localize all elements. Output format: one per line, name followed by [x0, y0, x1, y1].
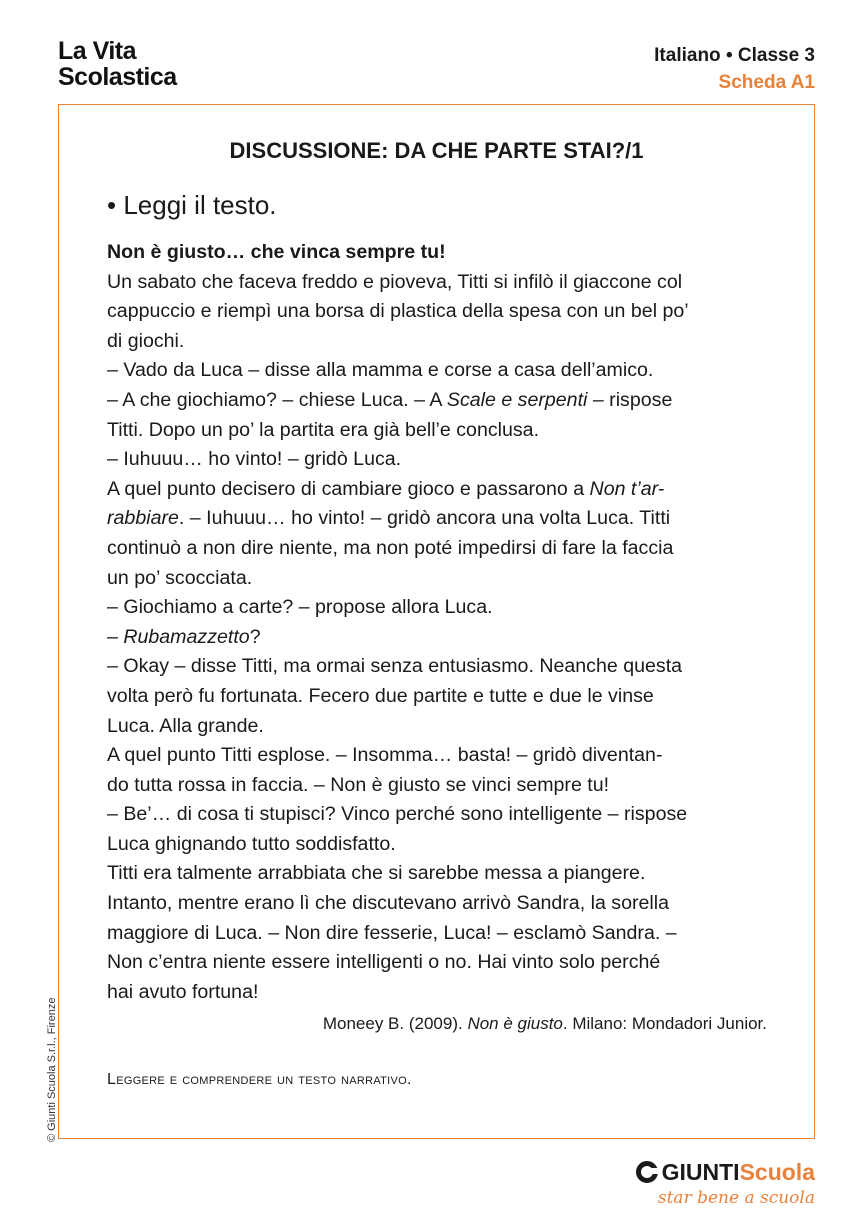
story-line — [107, 919, 767, 949]
citation-italic-title: Non è giusto — [467, 1014, 563, 1033]
story-line — [107, 504, 767, 534]
story-line — [107, 771, 767, 801]
story-line-text: – Giochiamo a carte? – propose allora Luca. — [107, 596, 493, 619]
story-line-text: A quel punto decisero di cambiare gioco e passarono a — [107, 477, 590, 500]
publisher-tagline: star bene a scuola — [657, 1188, 815, 1208]
story-title: Non è giusto… che vinca sempre tu! — [107, 241, 446, 263]
story-line-text: Luca ghignando tutto soddisfatto. — [107, 832, 396, 855]
story-line — [107, 564, 767, 594]
citation — [323, 1014, 767, 1034]
story-line-text: – — [107, 625, 124, 648]
story-line — [107, 623, 767, 653]
story-line — [107, 356, 767, 386]
story-line — [107, 416, 767, 446]
story-line-text: – Be’… di cosa ti stupisci? Vinco perché sono intelligente – rispose — [107, 803, 688, 826]
story-line-text: – Vado da Luca – disse alla mamma e corse a casa dell’amico. — [107, 359, 654, 382]
story-line-text: . – Iuhuuu… ho vinto! – gridò ancora una volta Luca. Titti — [178, 507, 671, 530]
story-line-italic-title: Rubamazzetto — [123, 625, 250, 648]
story-line — [107, 386, 767, 416]
story-line-text: continuò a non dire niente, ma non poté impedirsi di fare la faccia — [107, 536, 674, 559]
worksheet-title: DISCUSSIONE: DA CHE PARTE STAI?/1 — [229, 138, 644, 163]
instruction: • Leggi il testo. — [107, 190, 277, 220]
story-line-text: Intanto, mentre erano lì che discutevano arrivò Sandra, la sorella — [107, 892, 669, 915]
story-line-text: hai avuto fortuna! — [107, 980, 259, 1003]
story-line — [107, 475, 767, 505]
story-line — [107, 978, 767, 1008]
story-line — [107, 889, 767, 919]
publisher-name — [636, 1158, 815, 1186]
story-line-text: Titti. Dopo un po’ la partita era già bell’e conclusa. — [107, 418, 540, 441]
story-line — [107, 830, 767, 860]
story-line — [107, 859, 767, 889]
citation-text: Moneey B. (2009). — [322, 1014, 468, 1033]
story-line-italic-title: Non t’ar- — [589, 477, 665, 500]
story-line — [107, 593, 767, 623]
publisher-brand — [636, 1158, 815, 1210]
citation-text: . Milano: Mondadori Junior. — [562, 1014, 767, 1033]
story-body — [107, 268, 767, 1008]
story-line-text: Un sabato che faceva freddo e pioveva, Titti si infilò il giaccone col — [107, 270, 683, 293]
story-line-text: – Iuhuuu… ho vinto! – gridò Luca. — [107, 448, 402, 471]
story-line — [107, 712, 767, 742]
story-line — [107, 652, 767, 682]
story-line-text: A quel punto Titti esplose. – Insomma… basta! – gridò diventan- — [107, 744, 663, 767]
logo-line-1: La Vita — [58, 37, 137, 65]
story-line — [107, 682, 767, 712]
story-line — [107, 948, 767, 978]
story-line-text: cappuccio e riempì una borsa di plastica della spesa con un bel po’ — [107, 300, 689, 323]
publisher-name-part-2: Scuola — [739, 1159, 815, 1185]
sheet-label: Scheda A1 — [718, 72, 815, 93]
story-line — [107, 800, 767, 830]
logo-line-2: Scolastica — [58, 63, 177, 91]
story-line — [107, 327, 767, 357]
story-line-text: do tutta rossa in faccia. – Non è giusto se vinci sempre tu! — [107, 773, 610, 796]
story-line-text: – Okay – disse Titti, ma ormai senza entusiasmo. Neanche questa — [107, 655, 683, 678]
story-line-text: maggiore di Luca. – Non dire fesserie, Luca! – esclamò Sandra. – — [107, 921, 677, 944]
story-line — [107, 268, 767, 298]
story-line-text: – rispose — [587, 388, 673, 411]
copyright-notice: © Giunti Scuola S.r.l., Firenze — [46, 997, 58, 1142]
story-line-text: un po’ scocciata. — [107, 566, 253, 589]
subject-label: Italiano • Classe 3 — [654, 45, 815, 66]
story-line-text: Luca. Alla grande. — [107, 714, 264, 737]
learning-objective: Leggere e comprendere un testo narrativo. — [107, 1071, 412, 1088]
story-line-text: ? — [249, 625, 261, 648]
publisher-name-part-1: GIUNTI — [661, 1159, 740, 1185]
story-line-text: di giochi. — [107, 329, 185, 352]
story-line-italic-title: Scale e serpenti — [446, 388, 588, 411]
giunti-g-icon — [636, 1161, 658, 1183]
story-line-text: Titti era talmente arrabbiata che si sarebbe messa a piangere. — [107, 862, 646, 885]
story-text — [107, 238, 767, 1007]
story-line-text: volta però fu fortunata. Fecero due partite e tutte e due le vinse — [107, 684, 654, 707]
story-line — [107, 445, 767, 475]
story-line-italic-title: rabbiare — [107, 507, 179, 530]
magazine-logo — [58, 38, 177, 90]
header-info — [654, 42, 815, 96]
story-line — [107, 297, 767, 327]
story-line — [107, 534, 767, 564]
story-line — [107, 741, 767, 771]
story-line-text: Non c’entra niente essere intelligenti o no. Hai vinto solo perché — [107, 951, 661, 974]
story-line-text: – A che giochiamo? – chiese Luca. – A — [107, 388, 447, 411]
